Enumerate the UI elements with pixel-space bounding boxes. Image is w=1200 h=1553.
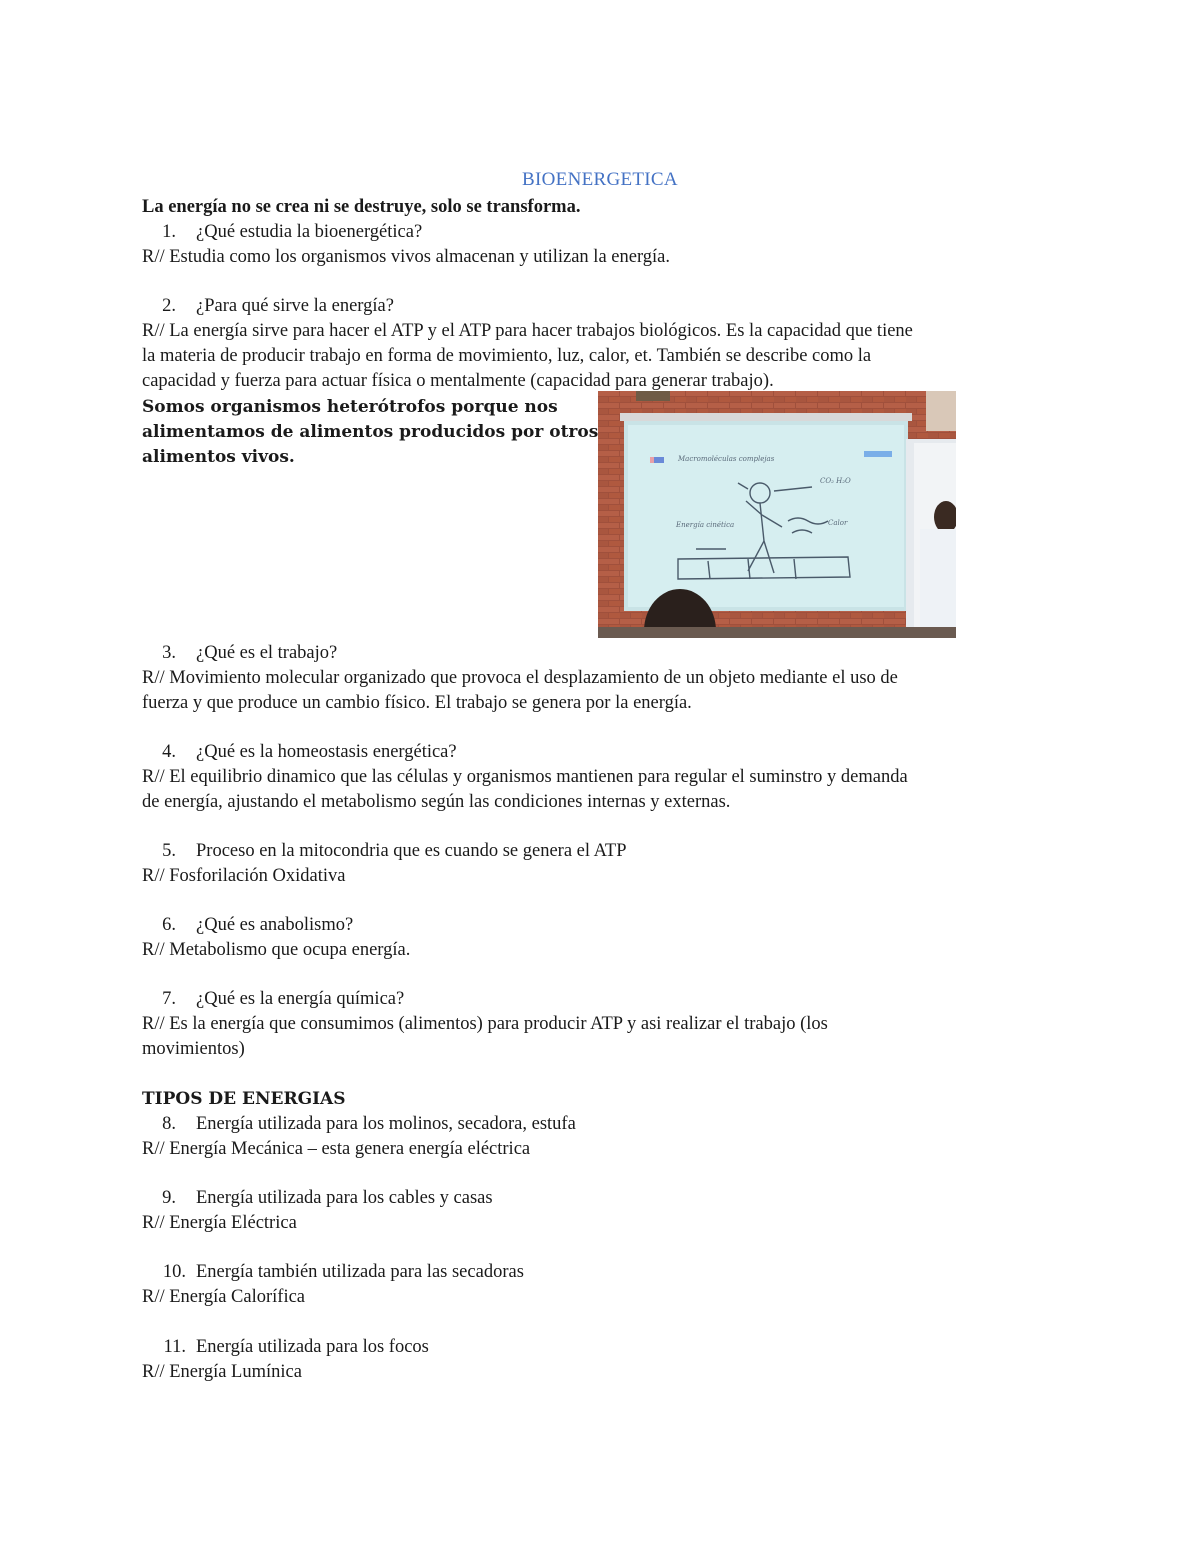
question-number: 5. (162, 841, 176, 861)
question-text: Energía utilizada para los focos (196, 1337, 429, 1357)
question-text: Energía utilizada para los molinos, secadora, estufa (196, 1114, 576, 1134)
question-text: ¿Qué es el trabajo? (196, 643, 338, 663)
question-number: 10. (162, 1262, 186, 1282)
question-number: 6. (162, 915, 176, 935)
section-heading: TIPOS DE ENERGIAS (142, 1089, 346, 1109)
question-number: 3. (162, 643, 176, 663)
question-number: 1. (162, 222, 176, 242)
question-number: 4. (162, 742, 176, 762)
answer-text: movimientos) (142, 1039, 245, 1059)
answer-text: capacidad y fuerza para actuar física o mentalmente (capacidad para generar trabajo). (142, 371, 774, 391)
answer-text: fuerza y que produce un cambio físico. El trabajo se genera por la energía. (142, 693, 692, 713)
answer-text: R// Energía Calorífica (142, 1287, 306, 1307)
note-text: alimentamos de alimentos producidos por otros (142, 422, 599, 442)
intro-statement: La energía no se crea ni se destruye, solo se transforma. (142, 197, 581, 217)
question-number: 2. (162, 296, 176, 316)
board-label: CO₂ H₂O (820, 477, 851, 485)
note-text: Somos organismos heterótrofos porque nos (142, 397, 558, 417)
answer-text: de energía, ajustando el metabolismo según las condiciones internas y externas. (142, 792, 731, 812)
answer-text: R// La energía sirve para hacer el ATP y el ATP para hacer trabajos biológicos. Es la capacidad que tiene (142, 321, 913, 341)
question-number: 7. (162, 989, 176, 1009)
board-label: Calor (828, 519, 848, 527)
answer-text: R// Energía Eléctrica (142, 1213, 297, 1233)
answer-text: la materia de producir trabajo en forma de movimiento, luz, calor, et. También se describe como la (142, 346, 872, 366)
question-text: ¿Para qué sirve la energía? (196, 296, 394, 316)
question-text: Energía también utilizada para las secadoras (196, 1262, 524, 1282)
question-number: 9. (162, 1188, 176, 1208)
question-text: Energía utilizada para los cables y casas (196, 1188, 493, 1208)
question-text: Proceso en la mitocondria que es cuando se genera el ATP (196, 841, 627, 861)
classroom-photo (598, 391, 956, 638)
board-label: Energía cinética (676, 521, 735, 529)
answer-text: R// Energía Mecánica – esta genera energía eléctrica (142, 1139, 531, 1159)
answer-text: R// Fosforilación Oxidativa (142, 866, 346, 886)
answer-text: R// Estudia como los organismos vivos almacenan y utilizan la energía. (142, 247, 670, 267)
answer-text: R// Metabolismo que ocupa energía. (142, 940, 411, 960)
answer-text: R// El equilibrio dinamico que las células y organismos mantienen para regular el suminstro y demanda (142, 767, 908, 787)
answer-text: R// Energía Lumínica (142, 1362, 302, 1382)
question-number: 8. (162, 1114, 176, 1134)
question-text: ¿Qué estudia la bioenergética? (196, 222, 423, 242)
question-number: 11. (163, 1337, 186, 1357)
question-text: ¿Qué es anabolismo? (196, 915, 354, 935)
board-label: Macromoléculas complejas (678, 455, 775, 463)
question-text: ¿Qué es la energía química? (196, 989, 405, 1009)
answer-text: R// Es la energía que consumimos (alimentos) para producir ATP y asi realizar el trabajo (los (142, 1014, 828, 1034)
question-text: ¿Qué es la homeostasis energética? (196, 742, 457, 762)
note-text: alimentos vivos. (142, 447, 295, 467)
answer-text: R// Movimiento molecular organizado que provoca el desplazamiento de un objeto mediante el uso de (142, 668, 898, 688)
document-title: BIOENERGETICA (522, 169, 678, 190)
